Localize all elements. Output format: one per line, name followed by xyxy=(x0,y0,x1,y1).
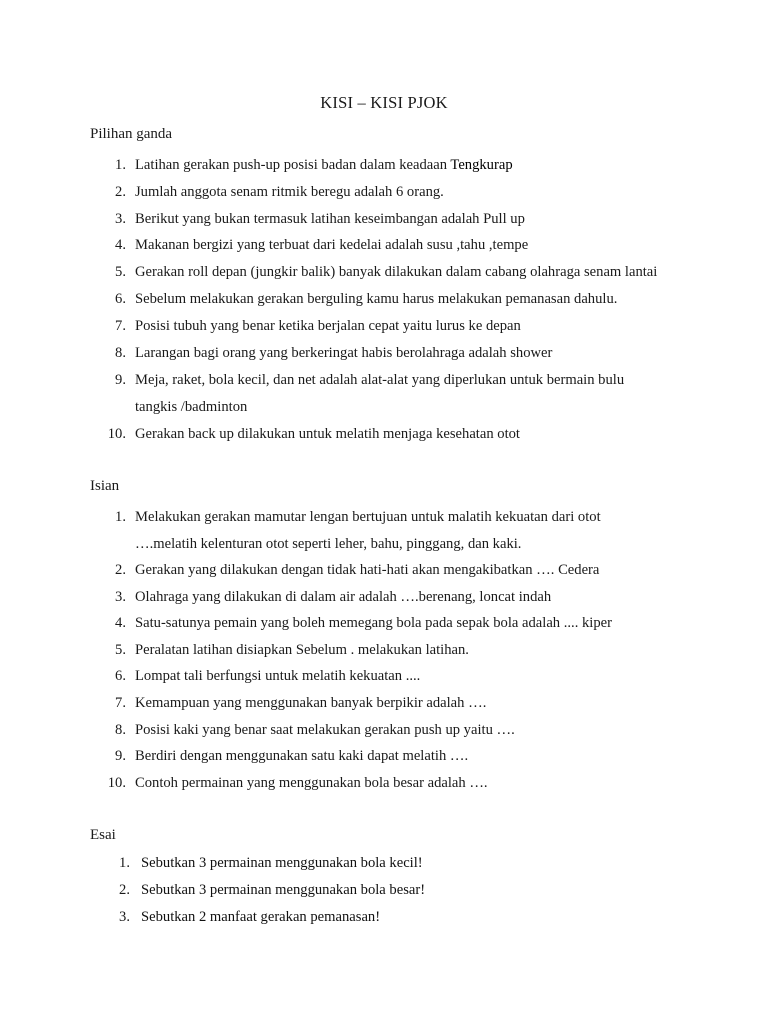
item-number: 3. xyxy=(115,211,126,227)
item-number: 9. xyxy=(115,748,126,764)
item-number: 4. xyxy=(115,615,126,631)
item-number: 3. xyxy=(119,909,130,925)
item-number: 9. xyxy=(115,372,126,388)
item-number: 10. xyxy=(107,775,126,791)
item-text-continuation: ….melatih kelenturan otot seperti leher, bahu, pinggang, dan kaki. xyxy=(135,536,522,552)
item-text: Gerakan roll depan (jungkir balik) banyak dilakukan dalam cabang olahraga senam lantai xyxy=(135,264,658,280)
item-number: 5. xyxy=(115,642,126,658)
item-number: 1. xyxy=(119,855,130,871)
item-text: Satu-satunya pemain yang boleh memegang bola pada sepak bola adalah .... kiper xyxy=(135,615,612,631)
item-text: Sebutkan 2 manfaat gerakan pemanasan! xyxy=(141,909,381,925)
item-number: 1. xyxy=(115,509,126,525)
item-number: 3. xyxy=(115,589,126,605)
item-answer: Tengkurap xyxy=(450,157,513,173)
item-text: Larangan bagi orang yang berkeringat habis berolahraga adalah shower xyxy=(135,345,553,361)
item-number: 6. xyxy=(115,668,126,684)
item-text: Olahraga yang dilakukan di dalam air adalah ….berenang, loncat indah xyxy=(135,589,552,605)
item-text: Melakukan gerakan mamutar lengan bertujuan untuk malatih kekuatan dari otot xyxy=(135,509,601,525)
item-number: 8. xyxy=(115,345,126,361)
item-text: Gerakan back up dilakukan untuk melatih menjaga kesehatan otot xyxy=(135,426,520,442)
item-text: Meja, raket, bola kecil, dan net adalah alat-alat yang diperlukan untuk bermain bulu xyxy=(135,372,625,388)
item-number: 5. xyxy=(115,264,126,280)
section-heading-isian: Isian xyxy=(90,478,120,494)
item-text: Berdiri dengan menggunakan satu kaki dapat melatih …. xyxy=(135,748,469,764)
item-text: Jumlah anggota senam ritmik beregu adalah 6 orang. xyxy=(135,184,444,200)
item-text: Peralatan latihan disiapkan Sebelum . melakukan latihan. xyxy=(135,642,469,658)
item-text: Makanan bergizi yang terbuat dari kedelai adalah susu ,tahu ,tempe xyxy=(135,237,529,253)
page-title: KISI – KISI PJOK xyxy=(320,93,448,112)
item-text-continuation: tangkis /badminton xyxy=(135,399,248,415)
item-text: Kemampuan yang menggunakan banyak berpikir adalah …. xyxy=(135,695,487,711)
item-number: 1. xyxy=(115,157,126,173)
item-number: 2. xyxy=(115,562,126,578)
item-number: 4. xyxy=(115,237,126,253)
item-number: 2. xyxy=(119,882,130,898)
item-number: 2. xyxy=(115,184,126,200)
item-text: Lompat tali berfungsi untuk melatih kekuatan .... xyxy=(135,668,421,684)
item-number: 10. xyxy=(107,426,126,442)
item-text: Posisi kaki yang benar saat melakukan gerakan push up yaitu …. xyxy=(135,722,515,738)
item-text: Sebutkan 3 permainan menggunakan bola besar! xyxy=(141,882,426,898)
section-heading-pilihan-ganda: Pilihan ganda xyxy=(90,126,173,142)
item-number: 8. xyxy=(115,722,126,738)
item-text: Latihan gerakan push-up posisi badan dalam keadaan Tengkurap xyxy=(135,157,513,173)
item-text: Sebutkan 3 permainan menggunakan bola kecil! xyxy=(141,855,423,871)
item-text: Gerakan yang dilakukan dengan tidak hati-hati akan mengakibatkan …. Cedera xyxy=(135,562,600,578)
item-number: 6. xyxy=(115,291,126,307)
item-text: Posisi tubuh yang benar ketika berjalan cepat yaitu lurus ke depan xyxy=(135,318,521,334)
section-heading-esai: Esai xyxy=(90,827,116,843)
item-number: 7. xyxy=(115,695,126,711)
item-text: Sebelum melakukan gerakan berguling kamu harus melakukan pemanasan dahulu. xyxy=(135,291,618,307)
item-number: 7. xyxy=(115,318,126,334)
item-text: Contoh permainan yang menggunakan bola besar adalah …. xyxy=(135,775,488,791)
item-text: Berikut yang bukan termasuk latihan keseimbangan adalah Pull up xyxy=(135,211,525,227)
